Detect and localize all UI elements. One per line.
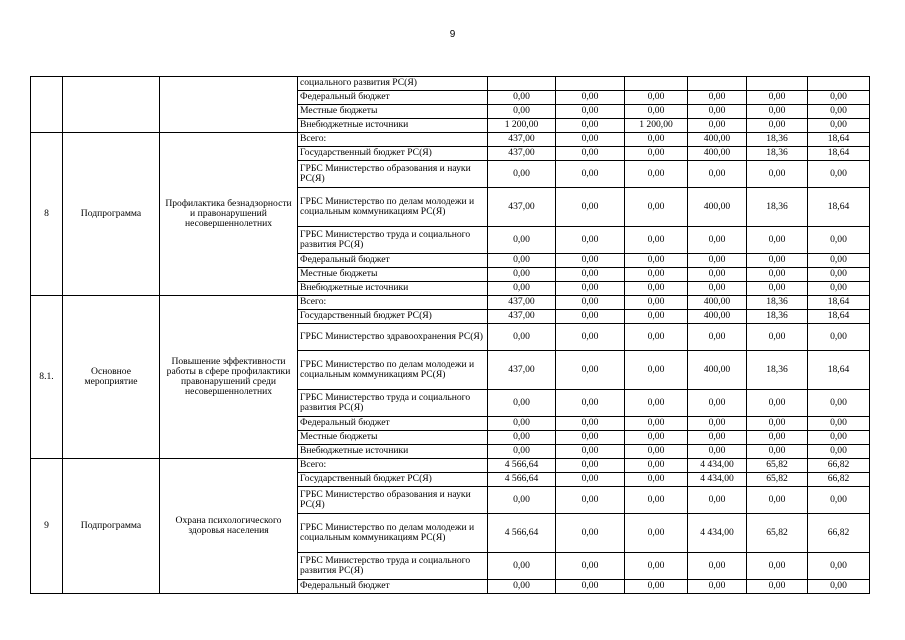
funding-source: Всего: <box>298 459 488 473</box>
amount-cell: 0,00 <box>556 254 625 268</box>
amount-cell: 0,00 <box>556 119 625 133</box>
amount-cell: 400,00 <box>688 188 747 227</box>
amount-cell: 18,36 <box>747 188 808 227</box>
amount-cell: 0,00 <box>625 514 688 553</box>
amount-cell: 0,00 <box>808 580 870 594</box>
amount-cell: 0,00 <box>556 553 625 580</box>
funding-source: социального развития РС(Я) <box>298 77 488 91</box>
amount-cell: 0,00 <box>488 254 556 268</box>
amount-cell: 0,00 <box>488 553 556 580</box>
amount-cell: 400,00 <box>688 147 747 161</box>
amount-cell: 0,00 <box>556 514 625 553</box>
amount-cell: 0,00 <box>688 390 747 417</box>
table-row <box>31 133 870 147</box>
table-row <box>31 459 870 473</box>
amount-cell: 18,64 <box>808 147 870 161</box>
table-row <box>31 77 870 91</box>
amount-cell: 400,00 <box>688 351 747 390</box>
amount-cell: 0,00 <box>556 105 625 119</box>
amount-cell: 66,82 <box>808 514 870 553</box>
amount-cell: 437,00 <box>488 188 556 227</box>
amount-cell <box>808 77 870 91</box>
amount-cell: 0,00 <box>556 580 625 594</box>
amount-cell: 0,00 <box>688 324 747 351</box>
amount-cell: 18,36 <box>747 133 808 147</box>
amount-cell: 0,00 <box>808 227 870 254</box>
amount-cell: 0,00 <box>808 390 870 417</box>
amount-cell: 18,36 <box>747 296 808 310</box>
funding-source: ГРБС Министерство образования и науки РС(Я) <box>298 161 488 188</box>
amount-cell: 0,00 <box>747 227 808 254</box>
amount-cell <box>747 77 808 91</box>
amount-cell: 400,00 <box>688 296 747 310</box>
amount-cell: 0,00 <box>488 227 556 254</box>
amount-cell: 0,00 <box>556 133 625 147</box>
amount-cell: 0,00 <box>747 282 808 296</box>
amount-cell: 0,00 <box>808 91 870 105</box>
amount-cell <box>688 77 747 91</box>
amount-cell: 437,00 <box>488 351 556 390</box>
amount-cell: 0,00 <box>488 105 556 119</box>
funding-source: Государственный бюджет РС(Я) <box>298 310 488 324</box>
amount-cell: 18,64 <box>808 351 870 390</box>
amount-cell: 0,00 <box>688 487 747 514</box>
row-name <box>160 77 298 133</box>
funding-source: Федеральный бюджет <box>298 417 488 431</box>
amount-cell: 0,00 <box>556 431 625 445</box>
amount-cell: 400,00 <box>688 133 747 147</box>
amount-cell: 0,00 <box>488 390 556 417</box>
amount-cell: 1 200,00 <box>625 119 688 133</box>
amount-cell: 437,00 <box>488 296 556 310</box>
amount-cell: 18,36 <box>747 310 808 324</box>
amount-cell: 0,00 <box>556 227 625 254</box>
amount-cell: 437,00 <box>488 310 556 324</box>
amount-cell: 0,00 <box>747 487 808 514</box>
amount-cell: 0,00 <box>488 445 556 459</box>
row-name: Охрана психологического здоровья населения <box>160 459 298 594</box>
amount-cell: 0,00 <box>747 445 808 459</box>
amount-cell: 0,00 <box>808 417 870 431</box>
funding-source: Федеральный бюджет <box>298 254 488 268</box>
amount-cell: 0,00 <box>747 431 808 445</box>
row-type: Основное мероприятие <box>63 296 160 459</box>
funding-source: ГРБС Министерство по делам молодежи и социальным коммуникациям РС(Я) <box>298 514 488 553</box>
row-name: Профилактика безнадзорности и правонарушений несовершеннолетних <box>160 133 298 296</box>
funding-source: Местные бюджеты <box>298 105 488 119</box>
amount-cell: 0,00 <box>625 431 688 445</box>
amount-cell: 0,00 <box>556 161 625 188</box>
amount-cell: 0,00 <box>556 390 625 417</box>
amount-cell: 0,00 <box>747 417 808 431</box>
amount-cell: 0,00 <box>688 268 747 282</box>
amount-cell: 0,00 <box>556 91 625 105</box>
amount-cell: 0,00 <box>488 324 556 351</box>
amount-cell: 0,00 <box>747 161 808 188</box>
amount-cell: 0,00 <box>808 268 870 282</box>
amount-cell: 0,00 <box>556 445 625 459</box>
amount-cell: 0,00 <box>688 282 747 296</box>
row-type: Подпрограмма <box>63 133 160 296</box>
funding-source: ГРБС Министерство труда и социального развития РС(Я) <box>298 553 488 580</box>
amount-cell: 0,00 <box>625 417 688 431</box>
amount-cell: 18,64 <box>808 188 870 227</box>
row-name: Повышение эффективности работы в сфере профилактики правонарушений среди несовершеннолетних <box>160 296 298 459</box>
amount-cell: 0,00 <box>808 282 870 296</box>
amount-cell: 18,64 <box>808 296 870 310</box>
amount-cell: 0,00 <box>808 161 870 188</box>
amount-cell: 0,00 <box>747 580 808 594</box>
amount-cell: 0,00 <box>747 105 808 119</box>
funding-source: Местные бюджеты <box>298 431 488 445</box>
amount-cell: 18,36 <box>747 351 808 390</box>
funding-source: Государственный бюджет РС(Я) <box>298 473 488 487</box>
amount-cell: 0,00 <box>747 390 808 417</box>
funding-source: Местные бюджеты <box>298 268 488 282</box>
amount-cell: 0,00 <box>808 431 870 445</box>
amount-cell: 0,00 <box>688 161 747 188</box>
amount-cell: 18,64 <box>808 310 870 324</box>
amount-cell: 0,00 <box>556 147 625 161</box>
funding-source: Федеральный бюджет <box>298 91 488 105</box>
amount-cell: 65,82 <box>747 514 808 553</box>
amount-cell: 0,00 <box>625 351 688 390</box>
page-number: 9 <box>449 29 456 40</box>
amount-cell: 4 434,00 <box>688 473 747 487</box>
amount-cell: 1 200,00 <box>488 119 556 133</box>
amount-cell: 0,00 <box>747 268 808 282</box>
amount-cell: 0,00 <box>625 188 688 227</box>
amount-cell: 0,00 <box>625 487 688 514</box>
amount-cell: 0,00 <box>488 431 556 445</box>
amount-cell: 0,00 <box>488 487 556 514</box>
amount-cell: 0,00 <box>488 417 556 431</box>
row-number: 8.1. <box>31 296 63 459</box>
amount-cell: 0,00 <box>625 147 688 161</box>
amount-cell: 0,00 <box>688 254 747 268</box>
row-number: 9 <box>31 459 63 594</box>
amount-cell: 0,00 <box>556 351 625 390</box>
amount-cell: 0,00 <box>625 254 688 268</box>
amount-cell: 0,00 <box>488 282 556 296</box>
amount-cell: 0,00 <box>688 91 747 105</box>
amount-cell: 0,00 <box>688 227 747 254</box>
amount-cell: 0,00 <box>556 282 625 296</box>
amount-cell: 437,00 <box>488 133 556 147</box>
funding-source: ГРБС Министерство по делам молодежи и социальным коммуникациям РС(Я) <box>298 188 488 227</box>
amount-cell: 0,00 <box>625 390 688 417</box>
amount-cell: 0,00 <box>488 91 556 105</box>
amount-cell: 0,00 <box>688 431 747 445</box>
funding-source: Внебюджетные источники <box>298 445 488 459</box>
table-body <box>31 77 870 594</box>
amount-cell: 0,00 <box>688 119 747 133</box>
amount-cell: 18,36 <box>747 147 808 161</box>
amount-cell: 0,00 <box>808 445 870 459</box>
amount-cell: 0,00 <box>625 91 688 105</box>
funding-source: Федеральный бюджет <box>298 580 488 594</box>
amount-cell: 0,00 <box>688 580 747 594</box>
amount-cell: 0,00 <box>625 268 688 282</box>
amount-cell: 0,00 <box>556 417 625 431</box>
amount-cell: 0,00 <box>625 445 688 459</box>
amount-cell: 0,00 <box>556 188 625 227</box>
amount-cell: 4 566,64 <box>488 459 556 473</box>
amount-cell <box>625 77 688 91</box>
funding-source: Всего: <box>298 133 488 147</box>
amount-cell: 0,00 <box>625 282 688 296</box>
amount-cell: 65,82 <box>747 459 808 473</box>
amount-cell: 0,00 <box>556 487 625 514</box>
amount-cell: 4 566,64 <box>488 514 556 553</box>
row-number <box>31 77 63 133</box>
amount-cell: 0,00 <box>556 310 625 324</box>
row-type: Подпрограмма <box>63 459 160 594</box>
amount-cell: 0,00 <box>625 105 688 119</box>
amount-cell: 437,00 <box>488 147 556 161</box>
amount-cell <box>556 77 625 91</box>
amount-cell: 0,00 <box>747 119 808 133</box>
amount-cell: 0,00 <box>747 553 808 580</box>
amount-cell: 0,00 <box>625 227 688 254</box>
amount-cell: 0,00 <box>556 268 625 282</box>
amount-cell: 0,00 <box>625 310 688 324</box>
amount-cell: 0,00 <box>556 473 625 487</box>
amount-cell: 4 434,00 <box>688 514 747 553</box>
table-row <box>31 296 870 310</box>
funding-source: Внебюджетные источники <box>298 119 488 133</box>
amount-cell: 0,00 <box>625 459 688 473</box>
funding-source: ГРБС Министерство здравоохранения РС(Я) <box>298 324 488 351</box>
amount-cell: 0,00 <box>688 105 747 119</box>
amount-cell: 0,00 <box>688 445 747 459</box>
amount-cell: 0,00 <box>688 553 747 580</box>
funding-source: ГРБС Министерство образования и науки РС(Я) <box>298 487 488 514</box>
amount-cell: 0,00 <box>625 324 688 351</box>
amount-cell: 0,00 <box>808 105 870 119</box>
amount-cell: 0,00 <box>625 553 688 580</box>
amount-cell: 0,00 <box>556 296 625 310</box>
amount-cell: 66,82 <box>808 459 870 473</box>
amount-cell: 0,00 <box>625 473 688 487</box>
amount-cell: 0,00 <box>488 268 556 282</box>
amount-cell: 0,00 <box>747 91 808 105</box>
amount-cell: 0,00 <box>625 161 688 188</box>
funding-source: ГРБС Министерство по делам молодежи и социальным коммуникациям РС(Я) <box>298 351 488 390</box>
amount-cell: 0,00 <box>625 133 688 147</box>
amount-cell: 0,00 <box>808 324 870 351</box>
row-number: 8 <box>31 133 63 296</box>
amount-cell: 0,00 <box>625 580 688 594</box>
amount-cell: 0,00 <box>747 254 808 268</box>
funding-source: Внебюджетные источники <box>298 282 488 296</box>
funding-source: Государственный бюджет РС(Я) <box>298 147 488 161</box>
amount-cell: 0,00 <box>688 417 747 431</box>
amount-cell: 0,00 <box>808 553 870 580</box>
amount-cell: 0,00 <box>808 254 870 268</box>
budget-table <box>30 76 870 594</box>
amount-cell: 0,00 <box>488 580 556 594</box>
row-type <box>63 77 160 133</box>
amount-cell: 0,00 <box>556 459 625 473</box>
amount-cell: 66,82 <box>808 473 870 487</box>
amount-cell: 0,00 <box>808 487 870 514</box>
funding-source: Всего: <box>298 296 488 310</box>
amount-cell: 0,00 <box>747 324 808 351</box>
amount-cell: 0,00 <box>488 161 556 188</box>
amount-cell: 0,00 <box>556 324 625 351</box>
amount-cell <box>488 77 556 91</box>
amount-cell: 4 434,00 <box>688 459 747 473</box>
amount-cell: 18,64 <box>808 133 870 147</box>
amount-cell: 0,00 <box>808 119 870 133</box>
amount-cell: 65,82 <box>747 473 808 487</box>
amount-cell: 0,00 <box>625 296 688 310</box>
funding-source: ГРБС Министерство труда и социального развития РС(Я) <box>298 390 488 417</box>
amount-cell: 4 566,64 <box>488 473 556 487</box>
funding-source: ГРБС Министерство труда и социального развития РС(Я) <box>298 227 488 254</box>
amount-cell: 400,00 <box>688 310 747 324</box>
